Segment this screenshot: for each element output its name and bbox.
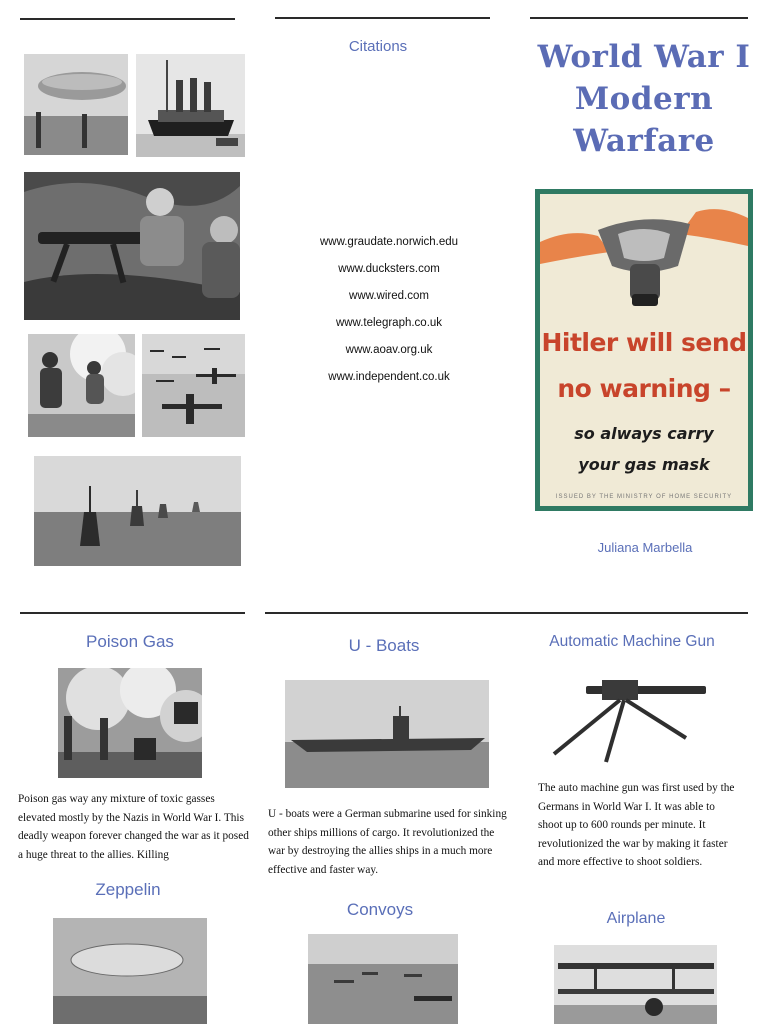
section-title-airplane: Airplane xyxy=(606,910,666,927)
citations-title: Citations xyxy=(348,38,408,55)
poster-subline-2: your gas mask xyxy=(578,455,710,474)
machine-gun-crew-photo xyxy=(24,172,240,320)
cover-title-line: World War I xyxy=(537,39,751,75)
section-title-convoys: Convoys xyxy=(346,900,414,919)
section-title-zeppelin: Zeppelin xyxy=(95,880,161,899)
bottom-rule-left xyxy=(20,612,245,614)
gas-mask-poster xyxy=(535,189,753,511)
bomber-aircraft-photo xyxy=(142,334,245,437)
cover-title xyxy=(530,36,758,162)
poster-headline-1: Hitler will send xyxy=(541,328,747,357)
zeppelin-photo xyxy=(53,918,207,1024)
top-rule-left xyxy=(20,18,235,20)
author-name: Juliana Marbella xyxy=(597,540,693,555)
machine-gun-photo xyxy=(546,668,720,764)
cover-title-line: Warfare xyxy=(573,123,715,159)
poison-gas-photo xyxy=(58,668,202,778)
top-rule-middle xyxy=(275,17,490,19)
machine-gun-text: The auto machine gun was first used by the Germans in World War I. It was able to shoot up to 600 rounds per minute. It revolutionized the war by making it faster and more effective to shoot soldiers. xyxy=(538,782,735,868)
poster-footer: ISSUED BY THE MINISTRY OF HOME SECURITY xyxy=(555,494,733,500)
citation-link[interactable]: www.wired.com xyxy=(349,290,429,302)
zeppelin-field-photo xyxy=(24,54,128,155)
ocean-liner-photo xyxy=(136,54,245,157)
airplane-photo xyxy=(554,945,717,1024)
section-title-machine-gun: Automatic Machine Gun xyxy=(549,633,715,650)
top-rule-right xyxy=(530,17,748,19)
bottom-rule-right xyxy=(265,612,748,614)
u-boat-photo xyxy=(285,680,489,788)
citation-link[interactable]: www.ducksters.com xyxy=(338,263,440,275)
poster-subline-1: so always carry xyxy=(574,424,714,443)
gas-mask-illustration xyxy=(540,194,748,324)
soldiers-gas-cloud-photo xyxy=(28,334,135,437)
warships-at-sea-photo xyxy=(34,456,241,566)
poison-gas-text: Poison gas way any mixture of toxic gasses elevated mostly by the Nazis in World War I. This deadly weapon forever changed the war as it posed a huge threat to the allies. Killing xyxy=(18,793,249,861)
u-boats-text: U - boats were a German submarine used for sinking other ships millions of cargo. It revolutionized the war by destroying the allies ships in a much more effective and faster way. xyxy=(268,808,507,876)
poster-headline-2: no warning – xyxy=(557,374,731,403)
citation-link[interactable]: www.graudate.norwich.edu xyxy=(319,236,459,248)
convoys-photo xyxy=(308,934,458,1024)
section-title-u-boats: U - Boats xyxy=(348,636,420,655)
citation-link[interactable]: www.independent.co.uk xyxy=(328,371,450,383)
citation-link[interactable]: www.aoav.org.uk xyxy=(345,344,433,356)
citations-list xyxy=(276,229,502,391)
section-title-poison-gas: Poison Gas xyxy=(86,632,174,651)
citation-link[interactable]: www.telegraph.co.uk xyxy=(335,317,443,329)
cover-title-line: Modern xyxy=(574,81,714,117)
